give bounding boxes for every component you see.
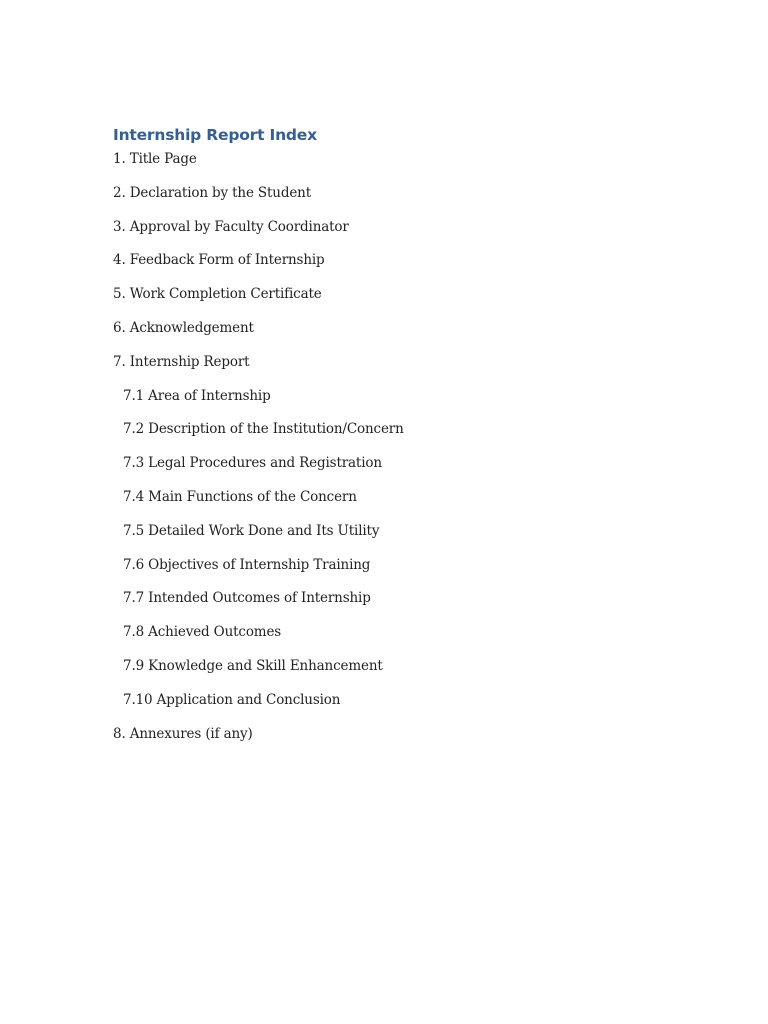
index-subentry: 7.2 Description of the Institution/Concern — [123, 421, 404, 438]
index-entry: 8. Annexures (if any) — [113, 725, 253, 742]
index-entry: 4. Feedback Form of Internship — [113, 252, 325, 269]
index-entry: 2. Declaration by the Student — [113, 184, 311, 201]
index-entry: 1. Title Page — [113, 151, 197, 167]
page-title: Internship Report Index — [113, 126, 317, 144]
index-subentry: 7.3 Legal Procedures and Registration — [123, 455, 382, 472]
index-subentry: 7.8 Achieved Outcomes — [123, 624, 282, 641]
index-subentry: 7.9 Knowledge and Skill Enhancement — [123, 657, 383, 674]
index-subentry: 7.4 Main Functions of the Concern — [123, 488, 357, 505]
index-entry: 5. Work Completion Certificate — [113, 286, 322, 303]
index-subentry: 7.10 Application and Conclusion — [123, 691, 341, 708]
index-subentry: 7.7 Intended Outcomes of Internship — [123, 590, 371, 607]
index-subentry: 7.6 Objectives of Internship Training — [123, 556, 371, 573]
index-subentry: 7.5 Detailed Work Done and Its Utility — [123, 522, 380, 539]
index-entry: 3. Approval by Faculty Coordinator — [113, 218, 349, 235]
index-list — [113, 148, 404, 756]
index-entry: 6. Acknowledgement — [113, 319, 254, 336]
index-subentry: 7.1 Area of Internship — [123, 387, 271, 404]
index-entry: 7. Internship Report — [113, 353, 250, 370]
